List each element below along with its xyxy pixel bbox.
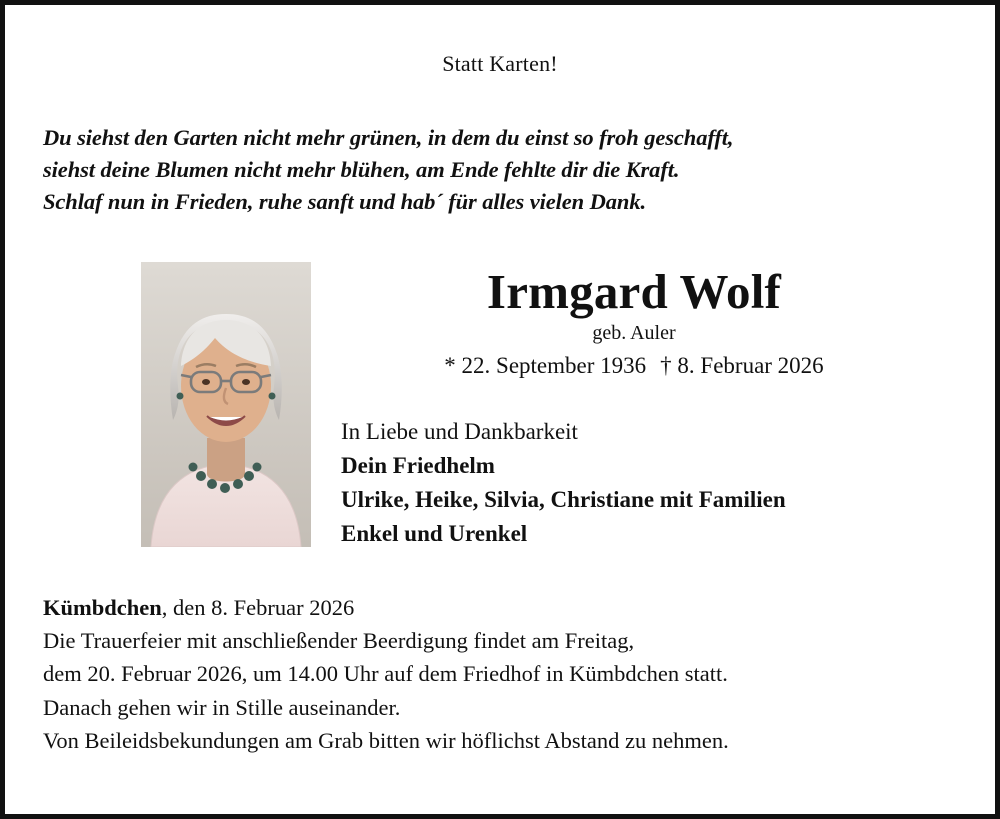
name-block bbox=[341, 262, 957, 551]
portrait-photo-wrap bbox=[141, 262, 311, 547]
poem-line-3: Schlaf nun in Frieden, ruhe sanft und hab´ für alles vielen Dank. bbox=[43, 188, 647, 214]
tribute-line-2: Ulrike, Heike, Silvia, Christiane mit Familien bbox=[341, 486, 786, 512]
poem-line-1: Du siehst den Garten nicht mehr grünen, in dem du einst so froh geschafft, bbox=[43, 125, 734, 150]
place-date: , den 8. Februar 2026 bbox=[161, 594, 355, 620]
birth-date: * 22. September 1936 bbox=[444, 352, 647, 378]
poem-line-2: siehst deine Blumen nicht mehr blühen, am Ende fehlte dir die Kraft. bbox=[43, 156, 680, 182]
funeral-line-2: dem 20. Februar 2026, um 14.00 Uhr auf dem Friedhof in Kümbdchen statt. bbox=[43, 661, 728, 687]
deceased-maiden-name: geb. Auler bbox=[592, 321, 676, 344]
funeral-details-block bbox=[43, 591, 957, 757]
funeral-line-3: Danach gehen wir in Stille auseinander. bbox=[43, 694, 401, 720]
deceased-name: Irmgard Wolf bbox=[486, 263, 782, 319]
tribute-block bbox=[341, 415, 957, 551]
funeral-line-4: Von Beileidsbekundungen am Grab bitten wir höflichst Abstand zu nehmen. bbox=[43, 728, 729, 754]
tribute-line-1: Dein Friedhelm bbox=[341, 452, 495, 478]
portrait-photo bbox=[141, 262, 311, 547]
life-dates bbox=[311, 353, 957, 379]
funeral-line-1: Die Trauerfeier mit anschließender Beerdigung findet am Freitag, bbox=[43, 628, 635, 654]
tribute-line-3: Enkel und Urenkel bbox=[341, 520, 528, 546]
statt-karten-note: Statt Karten! bbox=[442, 51, 558, 76]
tribute-intro: In Liebe und Dankbarkeit bbox=[341, 418, 578, 444]
portrait-and-name-section bbox=[43, 262, 957, 551]
obituary-inner bbox=[5, 5, 995, 814]
place-name: Kümbdchen bbox=[43, 594, 162, 620]
poem-block bbox=[43, 122, 957, 218]
death-date: † 8. Februar 2026 bbox=[660, 352, 824, 378]
place-and-date-line bbox=[43, 591, 957, 624]
